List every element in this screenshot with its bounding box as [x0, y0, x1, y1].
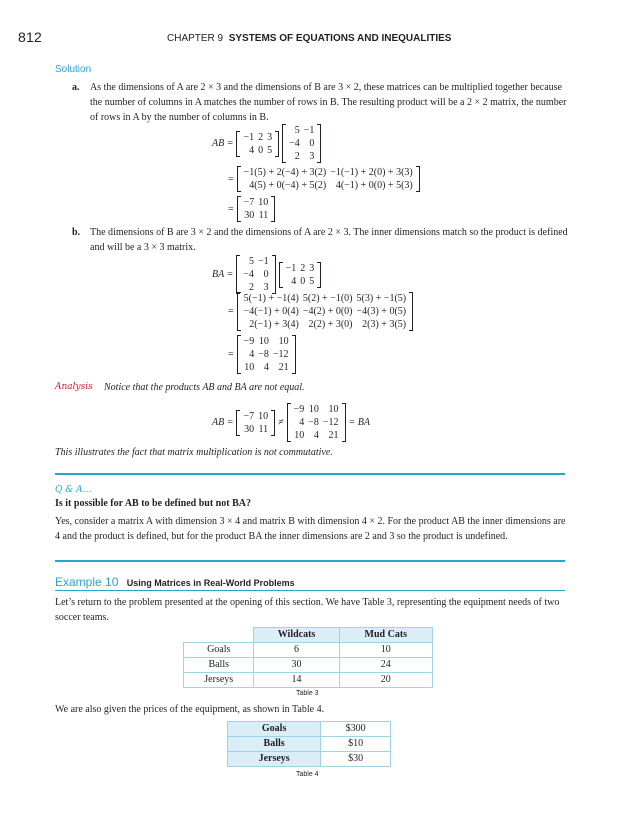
matrix-row — [284, 262, 317, 275]
matrix-entry: 11 — [258, 210, 269, 221]
table-4-caption: Table 4 — [296, 771, 319, 778]
prices-text: We are also given the prices of the equipment, as shown in Table 4. — [55, 704, 325, 715]
matrix-entry: 10 — [258, 197, 269, 208]
ab-product-equation — [212, 124, 321, 163]
example-number: Example 10 — [55, 575, 119, 589]
table-cell: $10 — [321, 737, 391, 752]
qa-bottom-rule — [55, 560, 565, 562]
matrix-entry: 4 — [249, 349, 255, 360]
ba-expanded-matrix — [237, 292, 413, 331]
analysis-conclusion: This illustrates the fact that matrix multiplication is not commutative. — [55, 447, 333, 458]
example-heading — [55, 575, 295, 591]
matrix-a-copy — [279, 262, 322, 288]
matrix-entry: −8 — [258, 349, 269, 360]
matrix-entry: 10 — [278, 336, 289, 347]
matrix-entry: 4 — [263, 362, 269, 373]
table-3-header-cell: Mud Cats — [339, 628, 432, 643]
matrix-entry: −1 — [285, 262, 297, 274]
matrix-entry: 5 — [294, 125, 300, 136]
matrix-row — [241, 423, 270, 436]
matrix-entry: 3 — [267, 131, 273, 143]
matrix-row — [287, 150, 316, 163]
matrix-entry: 4(−1) + 0(0) + 5(3) — [335, 180, 413, 191]
matrix-entry: −4(2) + 0(0) — [302, 306, 353, 317]
matrix-entry: 21 — [278, 362, 289, 373]
qa-question: Is it possible for AB to be defined but not BA? — [55, 498, 251, 509]
ba-expanded-equation: = 5(−1) + −1(4) 5(2) + −1(0) 5(3) + −1(5) −4(−1) + 0(4) −4(2) + 0(0) −4(3) + 0(5) 2(−1) + 3(4) 2(2) + 3(0) 2(3) + 3(5) — [228, 292, 413, 331]
matrix-entry: 0 — [300, 275, 306, 287]
matrix-row — [241, 144, 274, 157]
matrix-entry: −1 — [243, 131, 255, 143]
matrix-row — [242, 348, 291, 361]
matrix-entry: 0 — [309, 138, 315, 149]
table-cell: 24 — [339, 658, 432, 673]
inequality-lhs: AB = — [212, 417, 234, 428]
ab-result-matrix — [237, 196, 276, 222]
matrix-entry: 4 — [299, 417, 305, 428]
matrix-row — [241, 268, 270, 281]
part-a-text: As the dimensions of A are 2 × 3 and the dimensions of B are 3 × 2, these matrices can be multiplied together because the number of columns in A matches the number of rows in B. The resulting product will be a 2 × 2 matrix, the number of rows in A by the number of columns in B. — [90, 82, 567, 123]
matrix-row — [242, 166, 415, 179]
matrix-entry: −4 — [289, 138, 300, 149]
matrix-b-copy — [236, 255, 275, 294]
ab-result-equation: = −7 10 30 11 — [228, 196, 275, 222]
matrix-entry: 2 — [258, 131, 264, 143]
matrix-entry: −1 — [257, 256, 269, 267]
matrix-entry: 5(−1) + −1(4) — [243, 293, 299, 304]
example-title: Using Matrices in Real-World Problems — [126, 578, 295, 588]
table-row — [184, 643, 433, 658]
example-intro: Let’s return to the problem presented at the opening of this section. We have Table 3, representing the equipment needs of two soccer teams. — [55, 597, 560, 623]
matrix-entry: 4(5) + 0(−4) + 5(2) — [249, 180, 327, 191]
qa-label: Q & A… — [55, 485, 92, 495]
qa-top-rule — [55, 473, 565, 475]
matrix-entry: 10 — [308, 404, 319, 415]
matrix-entry: −9 — [293, 404, 305, 415]
table-3-header-cell: Wildcats — [254, 628, 339, 643]
ba-lhs: BA = — [212, 269, 234, 280]
matrix-entry: 5 — [309, 275, 315, 287]
part-a-label: a. — [72, 82, 80, 93]
matrix-row — [242, 335, 291, 348]
table-cell: 20 — [339, 673, 432, 688]
matrix-entry: 3 — [263, 282, 269, 293]
matrix-row — [242, 209, 271, 222]
matrix-row — [242, 305, 408, 318]
chapter-number: CHAPTER 9 — [167, 33, 224, 44]
table-cell: $300 — [321, 722, 391, 737]
matrix-entry: −1(−1) + 2(0) + 3(3) — [330, 167, 413, 178]
table-3-header-row — [184, 628, 433, 643]
matrix-row — [241, 255, 270, 268]
solution-label: Solution — [55, 64, 92, 75]
matrix-entry: −8 — [308, 417, 319, 428]
matrix-entry: 21 — [328, 430, 339, 441]
table-row — [184, 658, 433, 673]
matrix-entry: 2 — [294, 151, 300, 162]
matrix-entry: −4(3) + 0(5) — [356, 306, 407, 317]
table-cell: 10 — [339, 643, 432, 658]
inequality-equation — [212, 403, 370, 442]
matrix-entry: 30 — [244, 210, 255, 221]
matrix-entry: 2(2) + 3(0) — [308, 319, 353, 330]
matrix-entry: 5 — [248, 256, 254, 267]
matrix-row — [292, 403, 341, 416]
matrix-entry: 2(−1) + 3(4) — [249, 319, 299, 330]
table-row — [228, 737, 391, 752]
matrix-entry: 5(2) + −1(0) — [302, 293, 353, 304]
part-b-label: b. — [72, 227, 81, 238]
chapter-header — [167, 31, 451, 46]
ba-product-equation — [212, 255, 321, 294]
matrix-entry: 10 — [328, 404, 339, 415]
matrix-row — [284, 275, 317, 288]
table-3-caption: Table 3 — [296, 690, 319, 697]
matrix-row — [292, 429, 341, 442]
matrix-b — [282, 124, 321, 163]
table-cell: 30 — [254, 658, 339, 673]
matrix-row — [241, 410, 270, 423]
table-3-header-cell — [184, 628, 254, 643]
example-rule — [55, 590, 565, 591]
qa-answer: Yes, consider a matrix A with dimension 3 × 4 and matrix B with dimension 4 × 2. For the product AB the inner dimensions are 4 and the product is defined, but for the product BA the inner dimensions are 2 and 3 so the product is undefined. — [55, 516, 566, 542]
matrix-entry: 4 — [249, 144, 255, 156]
matrix-entry: −7 — [243, 410, 255, 422]
matrix-row — [287, 137, 316, 150]
ab-result-matrix-copy — [236, 410, 275, 436]
matrix-row — [242, 179, 415, 192]
matrix-entry: 3 — [309, 262, 315, 274]
analysis-label: Analysis — [55, 382, 93, 392]
table-row-header: Balls — [228, 737, 321, 752]
table-cell: 14 — [254, 673, 339, 688]
matrix-entry: −12 — [272, 349, 289, 360]
matrix-entry: 4 — [291, 275, 297, 287]
table-cell: Balls — [184, 658, 254, 673]
matrix-row — [287, 124, 316, 137]
table-cell: Goals — [184, 643, 254, 658]
ab-lhs: AB = — [212, 138, 234, 149]
matrix-entry: −4(−1) + 0(4) — [243, 306, 299, 317]
matrix-entry: 30 — [244, 423, 255, 435]
table-3 — [183, 627, 433, 688]
matrix-row — [242, 361, 291, 374]
matrix-row — [242, 292, 408, 305]
matrix-entry: 10 — [258, 410, 269, 422]
table-row-header: Jerseys — [228, 752, 321, 767]
matrix-entry: 3 — [309, 151, 315, 162]
ba-result-matrix — [237, 335, 296, 374]
table-cell: $30 — [321, 752, 391, 767]
chapter-title: SYSTEMS OF EQUATIONS AND INEQUALITIES — [228, 33, 452, 44]
ba-result-equation: = −9 10 10 4 −8 −12 10 4 21 — [228, 335, 296, 374]
matrix-entry: 10 — [258, 336, 269, 347]
not-equal-sign: ≠ — [278, 417, 284, 428]
matrix-row — [242, 196, 271, 209]
matrix-row — [242, 318, 408, 331]
matrix-a — [236, 131, 279, 157]
matrix-entry: −4 — [243, 269, 254, 280]
ab-expanded-equation: = −1(5) + 2(−4) + 3(2) −1(−1) + 2(0) + 3(3) 4(5) + 0(−4) + 5(2) 4(−1) + 0(0) + 5(3) — [228, 166, 420, 192]
matrix-entry: −1(5) + 2(−4) + 3(2) — [243, 167, 327, 178]
analysis-text: Notice that the products AB and BA are not equal. — [104, 382, 305, 393]
matrix-entry: 4 — [313, 430, 319, 441]
inequality-rhs: = BA — [348, 417, 370, 428]
matrix-row — [241, 131, 274, 144]
matrix-entry: −12 — [322, 417, 339, 428]
ab-expanded-matrix — [237, 166, 420, 192]
matrix-entry: 10 — [244, 362, 255, 373]
matrix-entry: 2 — [300, 262, 306, 274]
ba-result-matrix-copy — [287, 403, 346, 442]
matrix-entry: −1 — [303, 125, 315, 136]
matrix-entry: −7 — [243, 197, 255, 208]
matrix-entry: 0 — [258, 144, 264, 156]
matrix-entry: 0 — [263, 269, 269, 280]
table-4 — [227, 721, 391, 767]
table-row — [228, 722, 391, 737]
table-cell: 6 — [254, 643, 339, 658]
table-row-header: Goals — [228, 722, 321, 737]
matrix-entry: 10 — [294, 430, 305, 441]
matrix-row — [292, 416, 341, 429]
table-cell: Jerseys — [184, 673, 254, 688]
matrix-entry: 2 — [248, 282, 254, 293]
matrix-entry: −9 — [243, 336, 255, 347]
matrix-entry: 5(3) + −1(5) — [356, 293, 407, 304]
matrix-entry: 11 — [258, 423, 269, 435]
page-number: 812 — [18, 29, 42, 45]
matrix-entry: 2(3) + 3(5) — [362, 319, 407, 330]
table-row — [228, 752, 391, 767]
part-b-text: The dimensions of B are 3 × 2 and the dimensions of A are 2 × 3. The inner dimensions match so the product is defined and will be a 3 × 3 matrix. — [90, 227, 568, 253]
matrix-entry: 5 — [267, 144, 273, 156]
